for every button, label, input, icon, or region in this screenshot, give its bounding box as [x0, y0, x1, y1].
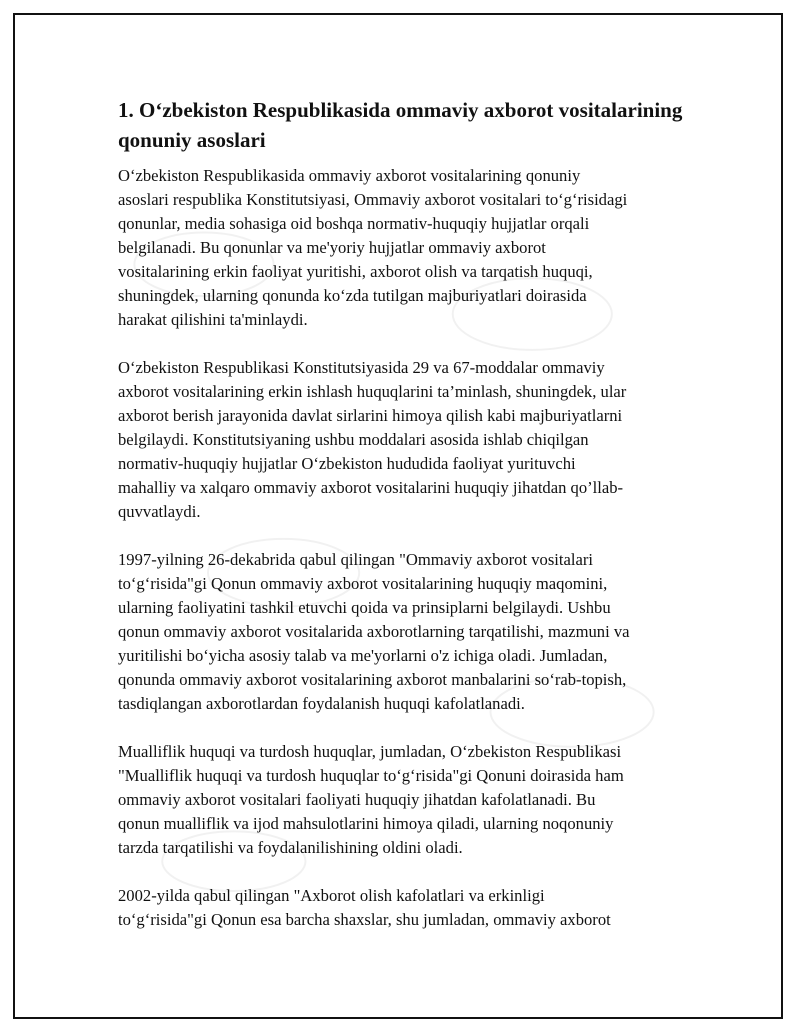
paragraph-line: mahalliy va xalqaro ommaviy axborot vositalarini huquqiy jihatdan qo’llab- [118, 478, 624, 497]
paragraph-line: Mualliflik huquqi va turdosh huquqlar, jumladan, O‘zbekiston Respublikasi [118, 742, 622, 761]
paragraph-line: asoslari respublika Konstitutsiyasi, Ommaviy axborot vositalari to‘g‘risidagi [118, 190, 628, 209]
heading-line: qonuniy asoslari [118, 128, 266, 152]
paragraph-line: to‘g‘risida"gi Qonun esa barcha shaxslar, shu jumladan, ommaviy axborot [118, 910, 611, 929]
paragraph [118, 164, 698, 332]
paragraph-line: tarzda tarqatilishi va foydalanilishining oldini oladi. [118, 838, 463, 857]
paragraph-line: axborot vositalarining erkin ishlash huquqlarini ta’minlash, shuningdek, ular [118, 382, 627, 401]
paragraph-line: vositalarining erkin faoliyat yuritishi, axborot olish va tarqatish huquqi, [118, 262, 593, 281]
paragraph-line: yuritilishi bo‘yicha asosiy talab va me'yorlarni o'z ichiga oladi. Jumladan, [118, 646, 608, 665]
paragraph-line: normativ-huquqiy hujjatlar O‘zbekiston hududida faoliyat yurituvchi [118, 454, 576, 473]
paragraph-line: O‘zbekiston Respublikasi Konstitutsiyasida 29 va 67-moddalar ommaviy [118, 358, 605, 377]
paragraph [118, 548, 698, 716]
paragraph-line: harakat qilishini ta'minlaydi. [118, 310, 308, 329]
paragraph-line: qonunda ommaviy axborot vositalarining axborot manbalarini so‘rab-topish, [118, 670, 627, 689]
paragraph-line: belgilanadi. Bu qonunlar va me'yoriy hujjatlar ommaviy axborot [118, 238, 546, 257]
paragraph-line: ularning faoliyatini tashkil etuvchi qoida va prinsiplarni belgilaydi. Ushbu [118, 598, 611, 617]
paragraph-line: tasdiqlangan axborotlardan foydalanish huquqi kafolatlanadi. [118, 694, 525, 713]
paragraph-line: 2002-yilda qabul qilingan "Axborot olish kafolatlari va erkinligi [118, 886, 545, 905]
paragraph-line: "Mualliflik huquqi va turdosh huquqlar to‘g‘risida"gi Qonuni doirasida ham [118, 766, 624, 785]
section-heading [118, 95, 698, 155]
paragraph-line: qonun mualliflik va ijod mahsulotlarini himoya qiladi, ularning noqonuniy [118, 814, 614, 833]
paragraph-line: O‘zbekiston Respublikasida ommaviy axborot vositalarining qonuniy [118, 166, 581, 185]
paragraph-line: axborot berish jarayonida davlat sirlarini himoya qilish kabi majburiyatlarni [118, 406, 623, 425]
paragraph-line: shuningdek, ularning qonunda ko‘zda tutilgan majburiyatlari doirasida [118, 286, 587, 305]
page-frame [13, 13, 783, 1019]
paragraph [118, 884, 698, 932]
paragraph-line: quvvatlaydi. [118, 502, 201, 521]
paragraph-line: qonun ommaviy axborot vositalarida axborotlarning tarqatilishi, mazmuni va [118, 622, 630, 641]
paragraph-line: 1997-yilning 26-dekabrida qabul qilingan "Ommaviy axborot vositalari [118, 550, 593, 569]
paragraph-line: belgilaydi. Konstitutsiyaning ushbu moddalari asosida ishlab chiqilgan [118, 430, 589, 449]
paragraph-line: qonunlar, media sohasiga oid boshqa normativ-huquqiy hujjatlar orqali [118, 214, 590, 233]
document-content [118, 95, 698, 956]
paragraph [118, 356, 698, 524]
paragraph-line: to‘g‘risida"gi Qonun ommaviy axborot vositalarining huquqiy maqomini, [118, 574, 608, 593]
heading-line: 1. O‘zbekiston Respublikasida ommaviy axborot vositalarining [118, 98, 683, 122]
paragraph-line: ommaviy axborot vositalari faoliyati huquqiy jihatdan kafolatlanadi. Bu [118, 790, 596, 809]
paragraph [118, 740, 698, 860]
